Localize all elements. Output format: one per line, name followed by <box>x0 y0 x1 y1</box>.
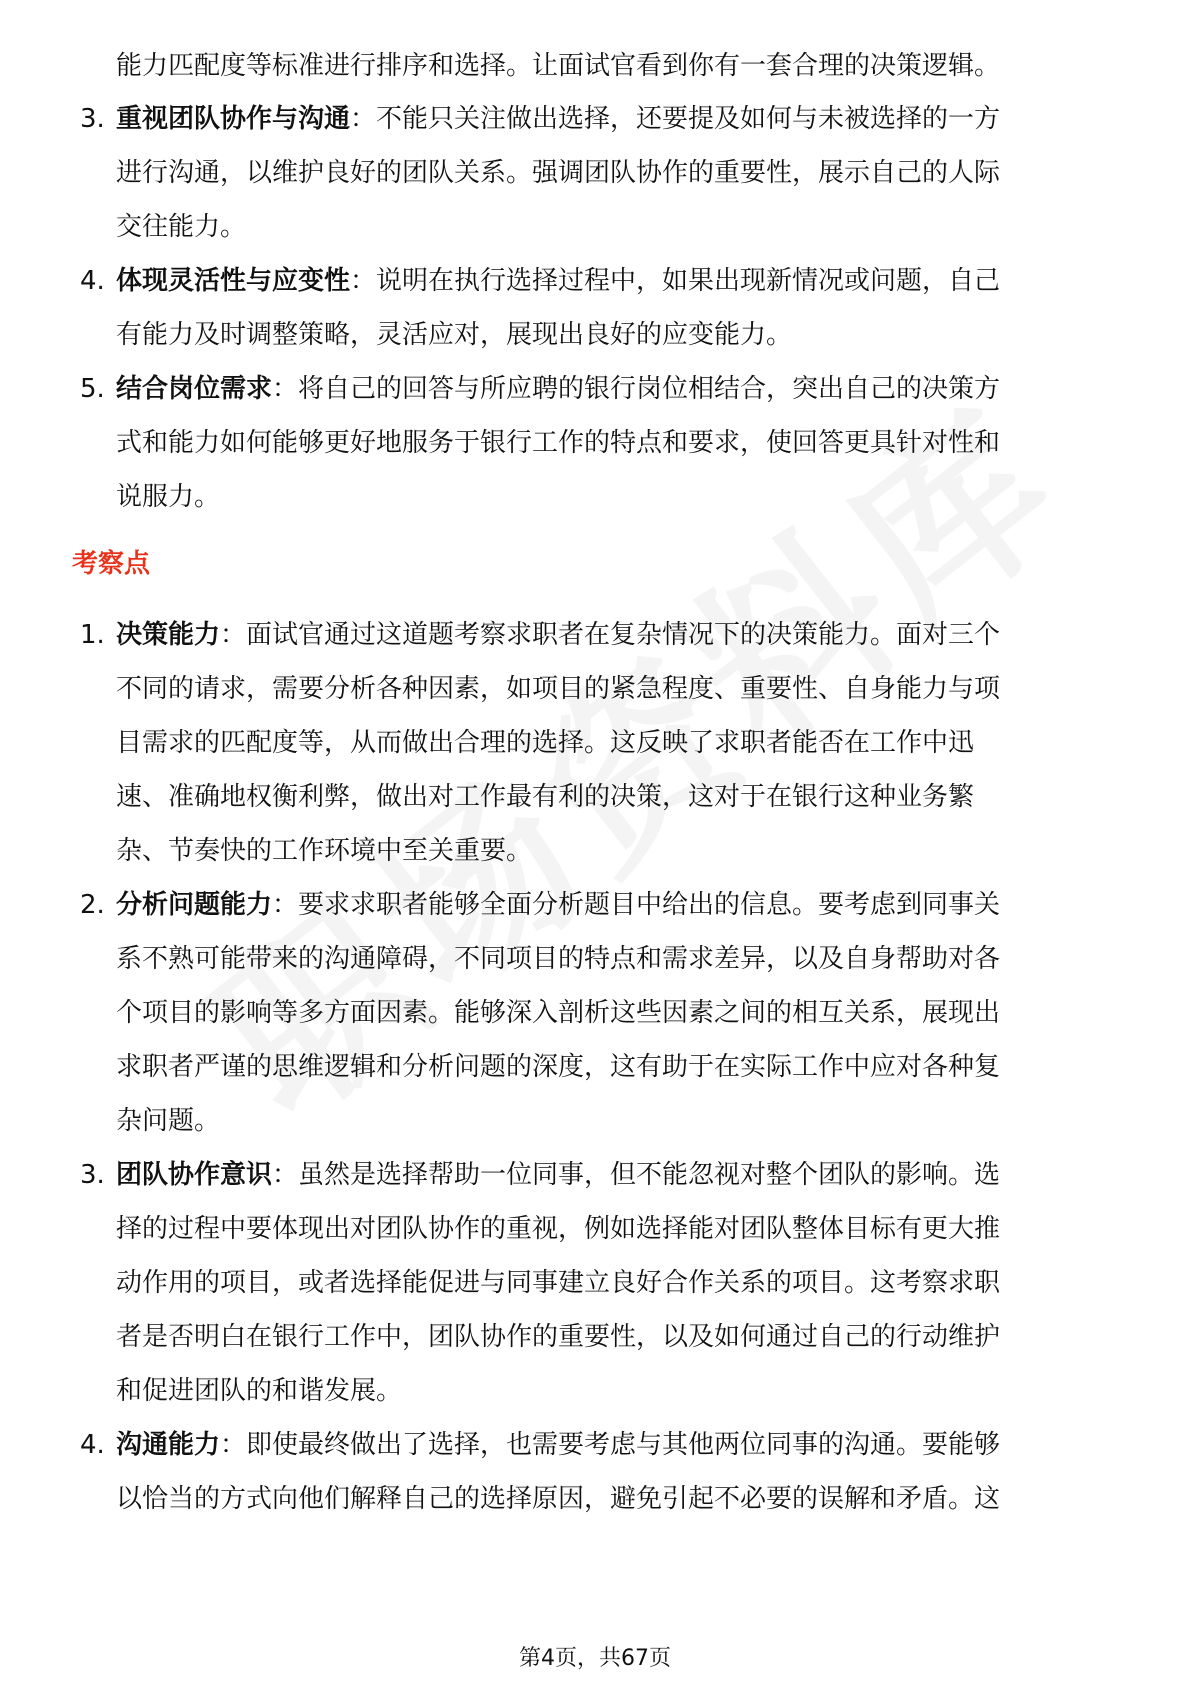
list-item-text: ：即使最终做出了选择，也需要考虑与其他两位同事的沟通。要能够 <box>220 1430 1001 1460</box>
list-item-line: 和促进团队的和谐发展。 <box>116 1376 403 1406</box>
list-number: 4. <box>80 1430 105 1460</box>
list-item-line: 进行沟通，以维护良好的团队关系。强调团队协作的重要性，展示自己的人际 <box>116 158 1001 188</box>
list-item-line: 目需求的匹配度等，从而做出合理的选择。这反映了求职者能否在工作中迅 <box>116 728 975 758</box>
list-item-text: ：将自己的回答与所应聘的银行岗位相结合，突出自己的决策方 <box>272 374 1001 404</box>
section-heading: 考察点 <box>72 549 151 579</box>
list-item-line: 者是否明白在银行工作中，团队协作的重要性，以及如何通过自己的行动维护 <box>116 1322 1001 1352</box>
list-item-line: 择的过程中要体现出对团队协作的重视，例如选择能对团队整体目标有更大推 <box>116 1214 1001 1244</box>
list-item-text: ：面试官通过这道题考察求职者在复杂情况下的决策能力。面对三个 <box>220 620 1001 650</box>
list-item-title: 结合岗位需求 <box>116 374 273 404</box>
list-item-line <box>116 101 1000 137</box>
list-item-text: ：虽然是选择帮助一位同事，但不能忽视对整个团队的影响。选 <box>272 1160 1001 1190</box>
list-item-title: 沟通能力 <box>116 1430 221 1460</box>
list-item-text: ：要求求职者能够全面分析题目中给出的信息。要考虑到同事关 <box>272 890 1001 920</box>
list-item-line: 动作用的项目，或者选择能促进与同事建立良好合作关系的项目。这考察求职 <box>116 1268 1001 1298</box>
list-item-title: 体现灵活性与应变性 <box>116 266 351 296</box>
list-number: 5. <box>80 374 105 404</box>
list-item-title: 分析问题能力 <box>116 890 273 920</box>
list-item-line: 杂问题。 <box>116 1106 221 1136</box>
list-item-title: 重视团队协作与沟通 <box>116 104 351 134</box>
list-item-line <box>116 371 1000 407</box>
list-item-line <box>116 1427 1000 1463</box>
list-number: 3. <box>80 1160 105 1190</box>
list-item-line: 个项目的影响等多方面因素。能够深入剖析这些因素之间的相互关系，展现出 <box>116 998 1001 1028</box>
list-item-line: 式和能力如何能够更好地服务于银行工作的特点和要求，使回答更具针对性和 <box>116 428 1001 458</box>
list-item-line <box>116 887 1000 923</box>
intro-line: 能力匹配度等标准进行排序和选择。让面试官看到你有一套合理的决策逻辑。 <box>116 51 1001 81</box>
list-item-line <box>116 263 1000 299</box>
list-item-line: 以恰当的方式向他们解释自己的选择原因，避免引起不必要的误解和矛盾。这 <box>116 1484 1001 1514</box>
list-item-line: 系不熟可能带来的沟通障碍，不同项目的特点和需求差异，以及自身帮助对各 <box>116 944 1001 974</box>
list-item-text: ：不能只关注做出选择，还要提及如何与未被选择的一方 <box>350 104 1001 134</box>
list-number: 2. <box>80 890 105 920</box>
list-number: 4. <box>80 266 105 296</box>
list-item-line: 说服力。 <box>116 482 221 512</box>
list-item-line: 不同的请求，需要分析各种因素，如项目的紧急程度、重要性、自身能力与项 <box>116 674 1001 704</box>
list-item-title: 团队协作意识 <box>116 1160 273 1190</box>
list-item-text: ：说明在执行选择过程中，如果出现新情况或问题，自己 <box>350 266 1001 296</box>
list-item-title: 决策能力 <box>116 620 221 650</box>
list-item-line: 速、准确地权衡利弊，做出对工作最有利的决策，这对于在银行这种业务繁 <box>116 782 975 812</box>
list-item-line: 交往能力。 <box>116 212 247 242</box>
list-item-line: 杂、节奏快的工作环境中至关重要。 <box>116 836 533 866</box>
list-item-line: 有能力及时调整策略，灵活应对，展现出良好的应变能力。 <box>116 320 793 350</box>
list-item-line: 求职者严谨的思维逻辑和分析问题的深度，这有助于在实际工作中应对各种复 <box>116 1052 1001 1082</box>
list-item-line <box>116 1157 1000 1193</box>
page-footer: 第4页，共67页 <box>519 1646 671 1671</box>
list-item-line <box>116 617 1000 653</box>
list-number: 3. <box>80 104 105 134</box>
list-number: 1. <box>80 620 105 650</box>
